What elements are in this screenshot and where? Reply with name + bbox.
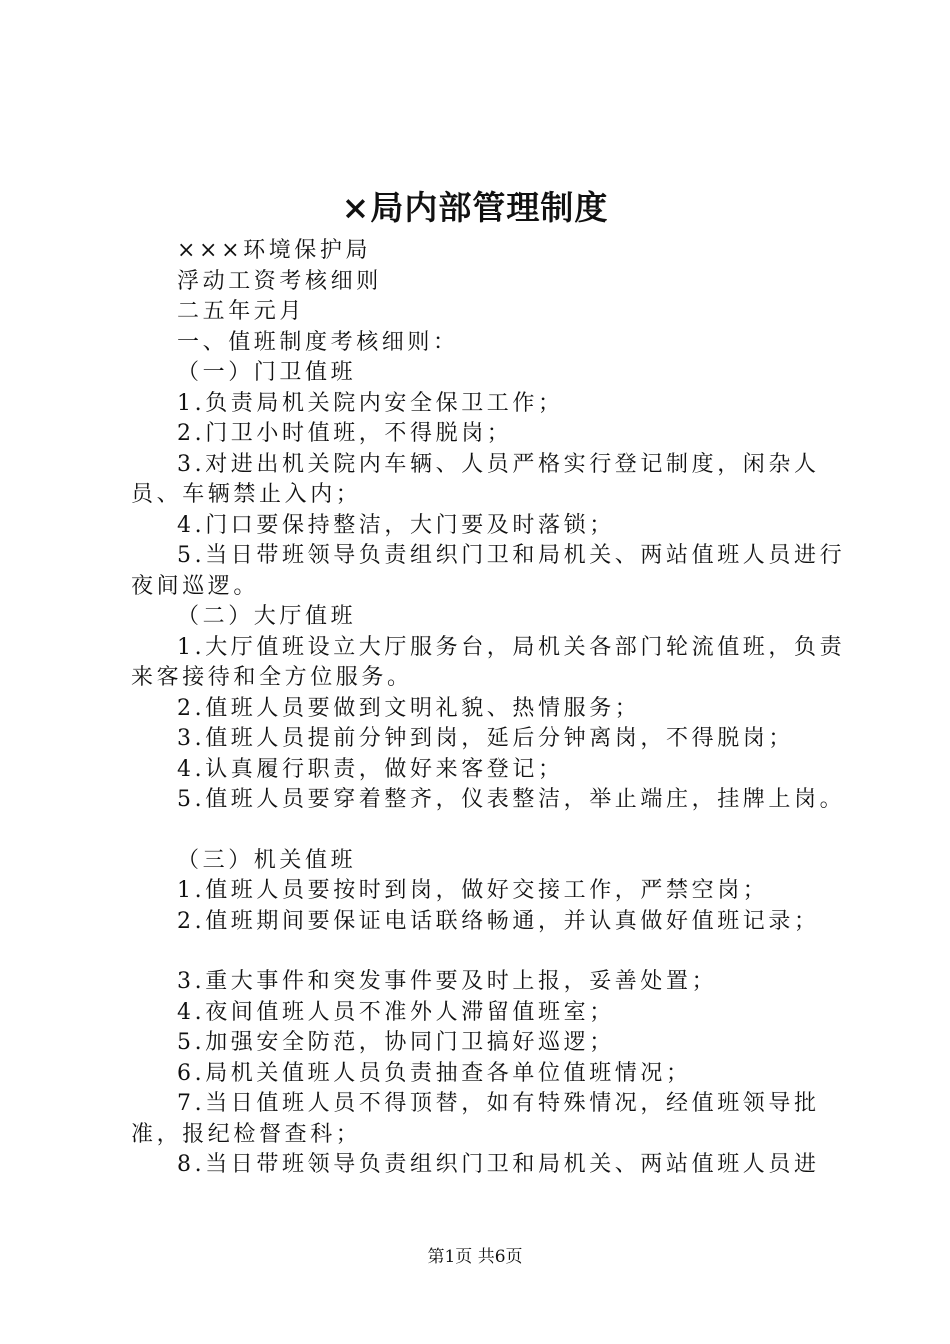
list-item: 1.负责局机关院内安全保卫工作； (177, 390, 564, 416)
doc-date: 二五年元月 (177, 299, 306, 324)
list-item: 4.夜间值班人员不准外人滞留值班室； (177, 999, 615, 1025)
list-item: 3.对进出机关院内车辆、人员严格实行登记制度，闲杂人员、车辆禁止入内； (131, 451, 820, 507)
list-item: 5.加强安全防范，协同门卫搞好巡逻； (177, 1030, 615, 1055)
list-item: 5.值班人员要穿着整齐，仪表整洁，举止端庄，挂牌上岗。 (177, 787, 846, 812)
page-footer: 第1页 共6页 (427, 1247, 523, 1267)
list-item: 4.门口要保持整洁，大门要及时落锁； (177, 512, 615, 538)
subsection-heading: （一）门卫值班 (177, 360, 357, 385)
section-heading: 一、值班制度考核细则： (177, 329, 459, 355)
list-item: 2.门卫小时值班，不得脱岗； (177, 421, 513, 446)
list-item: 3.值班人员提前分钟到岗，延后分钟离岗，不得脱岗； (177, 726, 794, 751)
list-item: 4.认真履行职责，做好来客登记； (177, 756, 564, 782)
list-item: 8.当日带班领导负责组织门卫和局机关、两站值班人员进 (177, 1152, 820, 1177)
list-item: 7.当日值班人员不得顶替，如有特殊情况，经值班领导批准，报纪检督查科； (131, 1091, 820, 1147)
subsection-heading: （二）大厅值班 (177, 604, 357, 629)
list-item: 1.值班人员要按时到岗，做好交接工作，严禁空岗； (177, 878, 769, 903)
document-title: ×局内部管理制度 (341, 188, 609, 227)
list-item: 2.值班人员要做到文明礼貌、热情服务； (177, 695, 641, 721)
document-body (131, 236, 851, 1181)
subsection-heading: （三）机关值班 (177, 847, 357, 873)
list-item: 1.大厅值班设立大厅服务台，局机关各部门轮流值班，负责来客接待和全方位服务。 (131, 634, 846, 690)
list-item: 2.值班期间要保证电话联络畅通，并认真做好值班记录； (177, 908, 820, 934)
list-item: 3.重大事件和突发事件要及时上报，妥善处置； (177, 969, 718, 994)
list-item: 6.局机关值班人员负责抽查各单位值班情况； (177, 1060, 692, 1086)
org-name: ×××环境保护局 (177, 238, 372, 263)
doc-subtitle: 浮动工资考核细则 (177, 268, 382, 294)
list-item: 5.当日带班领导负责组织门卫和局机关、两站值班人员进行夜间巡逻。 (131, 543, 846, 599)
